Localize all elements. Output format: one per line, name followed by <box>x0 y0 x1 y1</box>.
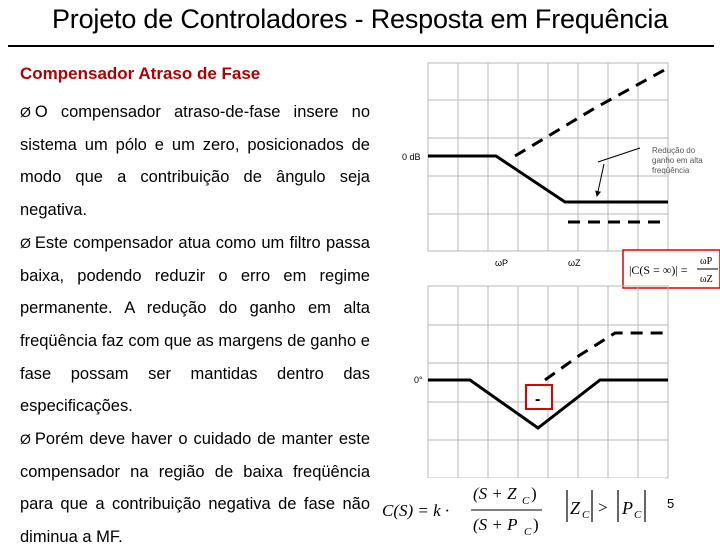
negative-marker-sign: - <box>535 391 541 408</box>
phase-y-label: 0° <box>414 375 423 385</box>
slide-title: Projeto de Controladores - Resposta em Frequência <box>51 4 669 34</box>
tf-numerator-close: ) <box>531 484 537 503</box>
title-divider <box>8 45 714 47</box>
gain-formula-numerator: ωP <box>700 256 713 267</box>
phase-grid <box>428 286 668 478</box>
magnitude-y-label: 0 dB <box>402 152 421 162</box>
cond-operator: > <box>598 498 608 517</box>
cond-right: P <box>622 498 633 518</box>
section-subtitle: Compensador Atraso de Fase <box>20 64 261 83</box>
cond-left-sub: C <box>582 509 590 521</box>
annotation-line-2: ganho em alta <box>652 156 703 165</box>
annotation-line-1: Redução do <box>652 146 696 155</box>
bullet-item <box>20 227 370 423</box>
magnitude-dashed-curve <box>515 68 668 156</box>
annotation-arrow <box>597 164 604 196</box>
bullet-text: O compensador atraso-de-fase insere no sistema um pólo e um zero, posicionados de modo que a contribuição de ângulo seja negativa. <box>20 103 370 220</box>
bullet-item <box>20 96 370 227</box>
annotation-line-3: freqüência <box>652 166 690 175</box>
phase-dashed-curve <box>545 333 668 380</box>
x-label-pole: ωP <box>495 258 509 268</box>
tf-numerator: (S + Z <box>473 484 517 503</box>
phase-plot <box>414 286 668 478</box>
tf-numerator-sub: C <box>522 495 530 507</box>
bullet-text: Este compensador atua como um filtro passa baixa, podendo reduzir o erro em regime permanente. A redução do ganho em alta freqüência faz com que as margens de ganho e fase possam ser mantidas dentro das especificações. <box>20 233 370 416</box>
bullet-text: Porém deve haver o cuidado de manter este compensador na região de baixa freqüência para que a contribuição negativa de fase não diminua a MF. <box>20 430 370 547</box>
cond-right-sub: C <box>634 509 642 521</box>
annotation-pointer <box>598 148 640 162</box>
bullet-arrow-icon: Ø <box>20 431 31 448</box>
tf-denominator-sub: C <box>524 526 532 538</box>
gain-formula-denominator: ωZ <box>700 274 713 285</box>
tf-denominator: (S + P <box>473 515 518 534</box>
bullet-list <box>20 96 370 554</box>
x-label-zero: ωZ <box>568 258 581 268</box>
page-number: 5 <box>667 496 675 511</box>
bullet-arrow-icon: Ø <box>20 234 31 251</box>
transfer-function <box>380 478 665 538</box>
tf-lhs: C(S) = k · <box>382 501 450 520</box>
cond-left: Z <box>570 498 581 518</box>
magnitude-plot <box>402 63 703 268</box>
tf-denominator-close: ) <box>533 515 539 534</box>
gain-formula <box>623 250 720 288</box>
compensator-figure <box>380 55 720 540</box>
bullet-item <box>20 423 370 554</box>
gain-formula-lhs: |C(S = ∞)| = <box>629 263 688 277</box>
bullet-arrow-icon: Ø <box>20 104 31 120</box>
